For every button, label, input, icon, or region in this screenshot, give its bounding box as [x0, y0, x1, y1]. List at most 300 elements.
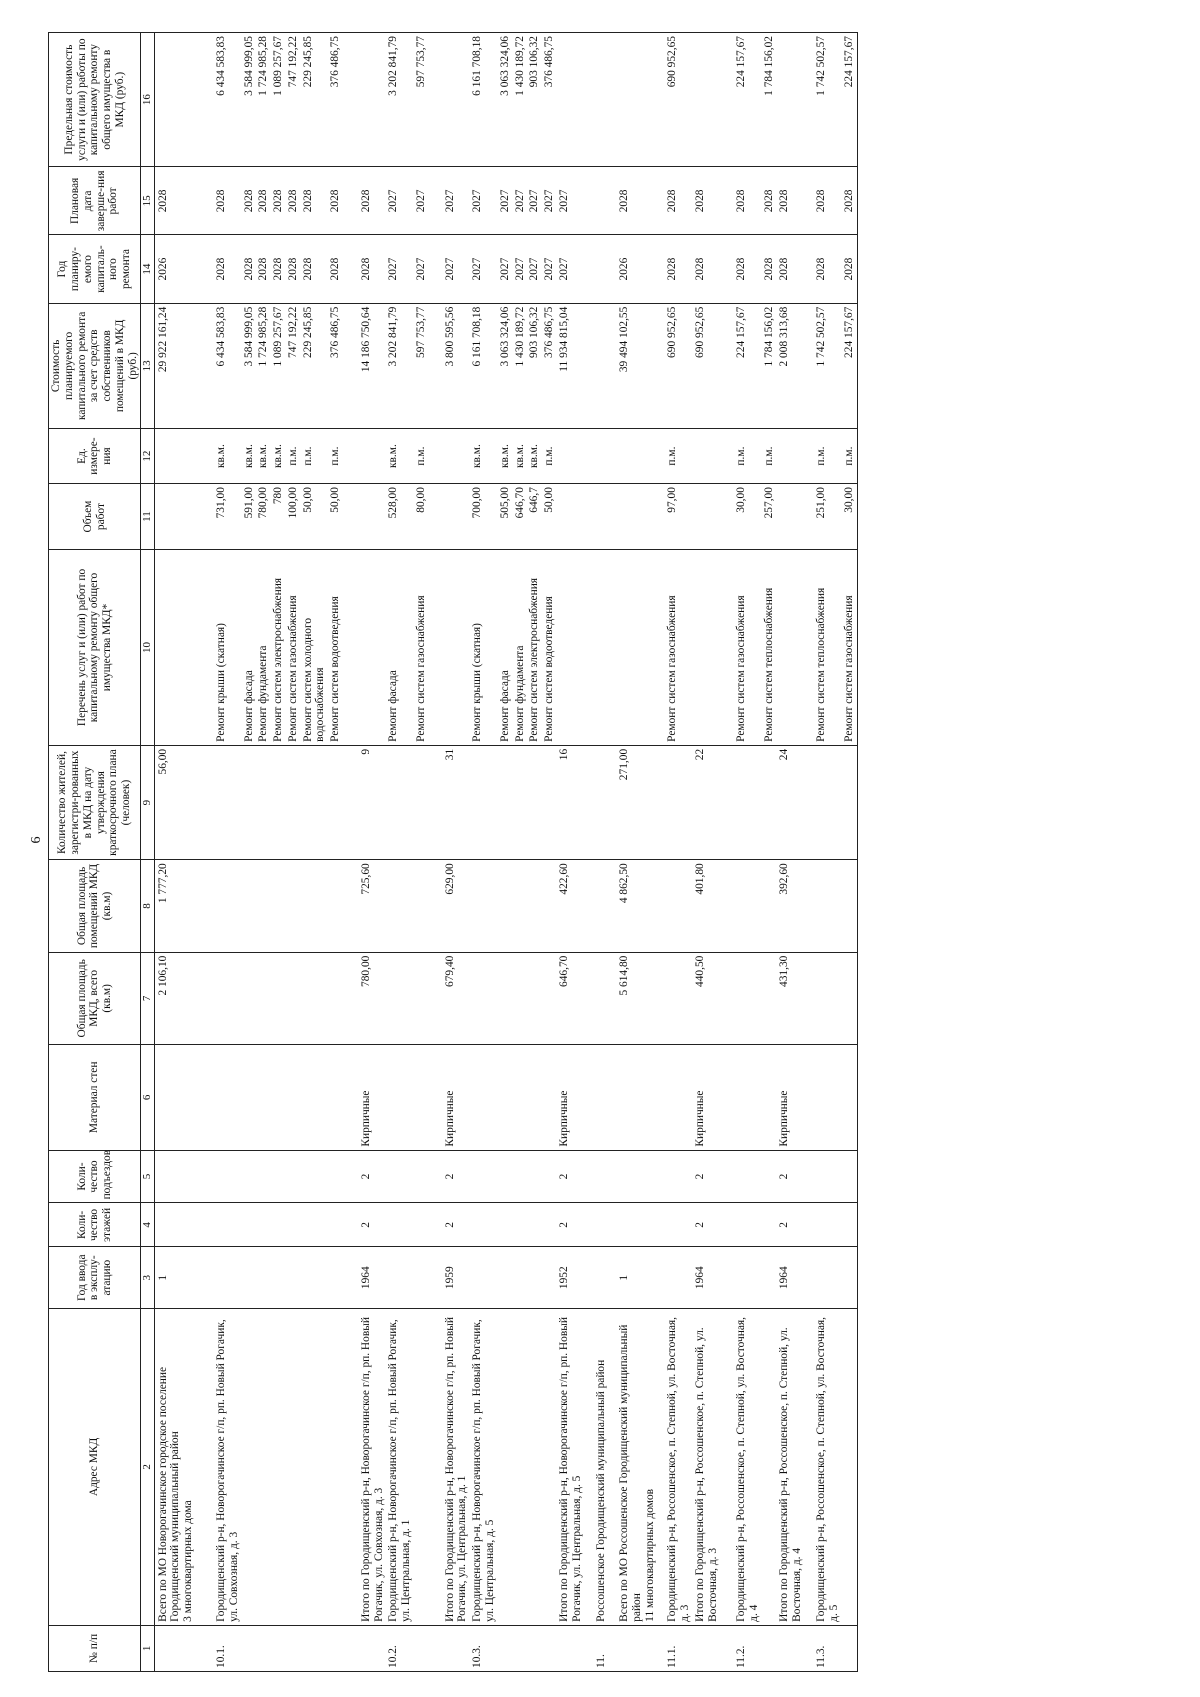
unit-cell: [359, 429, 387, 484]
cost-cell: 3 063 324,06: [498, 303, 513, 428]
address-cell: [242, 1309, 257, 1626]
column-number: 9: [141, 745, 154, 859]
wall-material-cell: [617, 1045, 657, 1151]
residents-cell: [594, 745, 609, 859]
column-number: 2: [141, 1309, 154, 1626]
column-number: 13: [141, 303, 154, 428]
table-row: [328, 33, 343, 1672]
table-body: [154, 33, 857, 1672]
wall-material-cell: [665, 1045, 693, 1151]
work-volume-cell: 257,00: [762, 484, 777, 550]
floors-cell: [256, 1203, 271, 1247]
work-type-cell: Ремонт систем газоснабжения: [665, 550, 693, 746]
work-type-cell: [693, 550, 721, 746]
end-year-cell: 2028: [734, 167, 762, 235]
address-cell: Итого по Городищенский р-н, Новорогачинское г/п, рп. Новый Рогачик, ул. Совхозная, д. 3: [359, 1309, 387, 1626]
address-cell: Городищенский р-н, Новорогачинское г/п, рп. Новый Рогачик, ул. Совхозная, д. 3: [214, 1309, 242, 1626]
unit-cell: кв.м.: [386, 429, 414, 484]
work-volume-cell: [777, 484, 805, 550]
address-cell: Итого по Городищенский р-н, Россошенское, п. Степной, ул. Восточная, д. 3: [693, 1309, 721, 1626]
year-built-cell: [734, 1247, 762, 1309]
work-type-cell: [359, 550, 387, 746]
column-number: 3: [141, 1247, 154, 1309]
address-cell: [498, 1309, 513, 1626]
wall-material-cell: [842, 1045, 857, 1151]
year-built-cell: 1: [154, 1247, 196, 1309]
address-cell: [842, 1309, 857, 1626]
column-number: 6: [141, 1045, 154, 1151]
floors-cell: [665, 1203, 693, 1247]
floors-cell: [414, 1203, 429, 1247]
total-area-cell: [286, 952, 301, 1044]
residents-cell: [414, 745, 429, 859]
total-area-cell: [470, 952, 498, 1044]
premises-area-cell: [301, 860, 329, 952]
work-type-cell: Ремонт фасада: [386, 550, 414, 746]
unit-cell: п.м.: [301, 429, 329, 484]
residents-cell: [665, 745, 693, 859]
work-type-cell: Ремонт фундамента: [256, 550, 271, 746]
row-number: [414, 1625, 429, 1671]
cost-cell: 229 245,85: [301, 303, 329, 428]
floors-cell: [734, 1203, 762, 1247]
total-area-cell: [301, 952, 329, 1044]
work-volume-cell: [594, 484, 609, 550]
entrances-cell: [498, 1150, 513, 1203]
year-built-cell: [498, 1247, 513, 1309]
row-number: 10.1.: [214, 1625, 242, 1671]
table-row: [154, 33, 196, 1672]
end-year-cell: 2028: [777, 167, 805, 235]
floors-cell: [842, 1203, 857, 1247]
residents-cell: [498, 745, 513, 859]
header-cell: № п/п: [49, 1625, 141, 1671]
residents-cell: [271, 745, 286, 859]
year-built-cell: 1: [617, 1247, 657, 1309]
total-area-cell: [527, 952, 542, 1044]
unit-cell: п.м.: [734, 429, 762, 484]
entrances-cell: [617, 1150, 657, 1203]
limit-cost-cell: [617, 33, 657, 167]
column-number: 11: [141, 484, 154, 550]
end-year-cell: [594, 167, 609, 235]
table-row: [256, 33, 271, 1672]
floors-cell: [527, 1203, 542, 1247]
entrances-cell: [762, 1150, 777, 1203]
wall-material-cell: [256, 1045, 271, 1151]
residents-cell: 16: [557, 745, 585, 859]
total-area-cell: [414, 952, 429, 1044]
address-cell: [328, 1309, 343, 1626]
end-year-cell: 2028: [154, 167, 196, 235]
floors-cell: 2: [557, 1203, 585, 1247]
residents-cell: [762, 745, 777, 859]
table-row: [386, 33, 414, 1672]
end-year-cell: 2028: [359, 167, 387, 235]
year-built-cell: [842, 1247, 857, 1309]
wall-material-cell: [527, 1045, 542, 1151]
planned-year-cell: 2028: [762, 235, 777, 303]
wall-material-cell: [762, 1045, 777, 1151]
unit-cell: [594, 429, 609, 484]
cost-cell: 903 106,32: [527, 303, 542, 428]
year-built-cell: 1952: [557, 1247, 585, 1309]
end-year-cell: 2027: [542, 167, 557, 235]
entrances-cell: 2: [359, 1150, 387, 1203]
year-built-cell: 1959: [443, 1247, 471, 1309]
floors-cell: [470, 1203, 498, 1247]
work-type-cell: Ремонт систем электроснабжения: [271, 550, 286, 746]
planned-year-cell: 2028: [286, 235, 301, 303]
table-row: [414, 33, 429, 1672]
year-built-cell: [814, 1247, 842, 1309]
total-area-cell: [762, 952, 777, 1044]
header-cell: Год планиру-емого капиталь-ного ремонта: [49, 235, 141, 303]
entrances-cell: [542, 1150, 557, 1203]
planned-year-cell: 2026: [617, 235, 657, 303]
floors-cell: 2: [443, 1203, 471, 1247]
row-spacer: [609, 33, 617, 1672]
end-year-cell: 2028: [762, 167, 777, 235]
row-number: [498, 1625, 513, 1671]
entrances-cell: [386, 1150, 414, 1203]
work-volume-cell: 700,00: [470, 484, 498, 550]
planned-year-cell: 2027: [470, 235, 498, 303]
row-number: [443, 1625, 471, 1671]
premises-area-cell: [328, 860, 343, 952]
table-row: [470, 33, 498, 1672]
address-cell: [527, 1309, 542, 1626]
residents-cell: [527, 745, 542, 859]
unit-cell: кв.м.: [498, 429, 513, 484]
address-cell: Всего по МО Россошенское Городищенский муниципальный район 11 многоквартирных домов: [617, 1309, 657, 1626]
work-type-cell: Ремонт систем холодного водоснабжения: [301, 550, 329, 746]
limit-cost-cell: 229 245,85: [301, 33, 329, 167]
premises-area-cell: [286, 860, 301, 952]
planned-year-cell: 2028: [328, 235, 343, 303]
row-number: [301, 1625, 329, 1671]
end-year-cell: 2027: [557, 167, 585, 235]
limit-cost-cell: 1 430 189,72: [513, 33, 528, 167]
wall-material-cell: [498, 1045, 513, 1151]
table-row: [443, 33, 471, 1672]
entrances-cell: [734, 1150, 762, 1203]
cost-cell: 6 434 583,83: [214, 303, 242, 428]
work-volume-cell: 50,00: [301, 484, 329, 550]
address-cell: [414, 1309, 429, 1626]
planned-year-cell: 2027: [498, 235, 513, 303]
year-built-cell: 1964: [359, 1247, 387, 1309]
entrances-cell: [328, 1150, 343, 1203]
address-cell: Всего по МО Новорогачинское городское поселение Городищенский муниципальный район 3 многоквартирных дома: [154, 1309, 196, 1626]
end-year-cell: 2027: [498, 167, 513, 235]
entrances-cell: 2: [443, 1150, 471, 1203]
row-number: [617, 1625, 657, 1671]
end-year-cell: 2027: [386, 167, 414, 235]
work-type-cell: Ремонт систем газоснабжения: [286, 550, 301, 746]
work-volume-cell: [557, 484, 585, 550]
address-cell: Городищенский р-н, Новорогачинское г/п, рп. Новый Рогачик, ул. Центральная, д. 5: [470, 1309, 498, 1626]
limit-cost-cell: 6 434 583,83: [214, 33, 242, 167]
unit-cell: [617, 429, 657, 484]
limit-cost-cell: 1 742 502,57: [814, 33, 842, 167]
floors-cell: [214, 1203, 242, 1247]
premises-area-cell: [542, 860, 557, 952]
header-cell: Плановая дата заверше-ния работ: [49, 167, 141, 235]
entrances-cell: [256, 1150, 271, 1203]
year-built-cell: [470, 1247, 498, 1309]
wall-material-cell: [734, 1045, 762, 1151]
floors-cell: [286, 1203, 301, 1247]
floors-cell: [271, 1203, 286, 1247]
unit-cell: кв.м.: [527, 429, 542, 484]
limit-cost-cell: [557, 33, 585, 167]
work-type-cell: [777, 550, 805, 746]
limit-cost-cell: 3 202 841,79: [386, 33, 414, 167]
unit-cell: п.м.: [542, 429, 557, 484]
total-area-cell: [542, 952, 557, 1044]
table-row: [734, 33, 762, 1672]
entrances-cell: [842, 1150, 857, 1203]
work-volume-cell: 251,00: [814, 484, 842, 550]
work-type-cell: Ремонт крыши (скатная): [214, 550, 242, 746]
floors-cell: [498, 1203, 513, 1247]
year-built-cell: [301, 1247, 329, 1309]
row-number: [513, 1625, 528, 1671]
end-year-cell: 2027: [443, 167, 471, 235]
limit-cost-cell: [154, 33, 196, 167]
row-number: 10.3.: [470, 1625, 498, 1671]
work-volume-cell: 646,7: [527, 484, 542, 550]
planned-year-cell: 2027: [542, 235, 557, 303]
work-volume-cell: 50,00: [542, 484, 557, 550]
table-row: [617, 33, 657, 1672]
planned-year-cell: 2027: [527, 235, 542, 303]
work-volume-cell: 780: [271, 484, 286, 550]
limit-cost-cell: 224 157,67: [734, 33, 762, 167]
premises-area-cell: 422,60: [557, 860, 585, 952]
header-cell: Год ввода в эксплу-атацию: [49, 1247, 141, 1309]
address-cell: Городищенский р-н, Россошенское, п. Степной, ул. Восточная, д. 5: [814, 1309, 842, 1626]
floors-cell: [542, 1203, 557, 1247]
table-row: [527, 33, 542, 1672]
row-number: [242, 1625, 257, 1671]
planned-year-cell: 2028: [777, 235, 805, 303]
column-number: 12: [141, 429, 154, 484]
unit-cell: [557, 429, 585, 484]
work-type-cell: Ремонт систем теплоснабжения: [762, 550, 777, 746]
floors-cell: [386, 1203, 414, 1247]
year-built-cell: [271, 1247, 286, 1309]
end-year-cell: 2028: [617, 167, 657, 235]
floors-cell: [328, 1203, 343, 1247]
end-year-cell: 2028: [256, 167, 271, 235]
work-type-cell: Ремонт фундамента: [513, 550, 528, 746]
entrances-cell: [286, 1150, 301, 1203]
floors-cell: 2: [359, 1203, 387, 1247]
residents-cell: [842, 745, 857, 859]
year-built-cell: [527, 1247, 542, 1309]
end-year-cell: 2027: [414, 167, 429, 235]
limit-cost-cell: 1 784 156,02: [762, 33, 777, 167]
year-built-cell: [542, 1247, 557, 1309]
entrances-cell: 2: [557, 1150, 585, 1203]
premises-area-cell: 629,00: [443, 860, 471, 952]
cost-cell: 39 494 102,55: [617, 303, 657, 428]
header-cell: Общая площадь помещений МКД (кв.м): [49, 860, 141, 952]
total-area-cell: [665, 952, 693, 1044]
wall-material-cell: [814, 1045, 842, 1151]
header-cell: Предельная стоимость услуги и (или) работы по капитальному ремонту общего имущества в МКД (руб.): [49, 33, 141, 167]
work-type-cell: [617, 550, 657, 746]
work-volume-cell: [154, 484, 196, 550]
total-area-cell: [256, 952, 271, 1044]
residents-cell: [513, 745, 528, 859]
work-type-cell: [557, 550, 585, 746]
total-area-cell: [814, 952, 842, 1044]
limit-cost-cell: 376 486,75: [542, 33, 557, 167]
unit-cell: п.м.: [762, 429, 777, 484]
row-number: [271, 1625, 286, 1671]
entrances-cell: 2: [777, 1150, 805, 1203]
limit-cost-cell: 690 952,65: [665, 33, 693, 167]
residents-cell: 271,00: [617, 745, 657, 859]
cost-cell: 11 934 815,04: [557, 303, 585, 428]
row-spacer: [720, 33, 734, 1672]
premises-area-cell: 725,60: [359, 860, 387, 952]
unit-cell: п.м.: [665, 429, 693, 484]
total-area-cell: 646,70: [557, 952, 585, 1044]
end-year-cell: 2028: [301, 167, 329, 235]
premises-area-cell: [271, 860, 286, 952]
residents-cell: [214, 745, 242, 859]
cost-cell: 29 922 161,24: [154, 303, 196, 428]
premises-area-cell: 4 862,50: [617, 860, 657, 952]
table-row: [542, 33, 557, 1672]
unit-cell: кв.м.: [256, 429, 271, 484]
floors-cell: [594, 1203, 609, 1247]
residents-cell: [386, 745, 414, 859]
row-spacer: [584, 33, 594, 1672]
premises-area-cell: [527, 860, 542, 952]
year-built-cell: [214, 1247, 242, 1309]
planned-year-cell: 2028: [214, 235, 242, 303]
planned-year-cell: 2028: [814, 235, 842, 303]
floors-cell: [513, 1203, 528, 1247]
year-built-cell: [286, 1247, 301, 1309]
cost-cell: 3 800 595,56: [443, 303, 471, 428]
limit-cost-cell: 3 063 324,06: [498, 33, 513, 167]
row-number: [527, 1625, 542, 1671]
entrances-cell: 2: [693, 1150, 721, 1203]
residents-cell: 24: [777, 745, 805, 859]
table-row: [359, 33, 387, 1672]
row-number: [842, 1625, 857, 1671]
end-year-cell: 2028: [328, 167, 343, 235]
limit-cost-cell: 3 584 999,05: [242, 33, 257, 167]
total-area-cell: [328, 952, 343, 1044]
end-year-cell: 2028: [693, 167, 721, 235]
cost-cell: 690 952,65: [693, 303, 721, 428]
work-type-cell: [443, 550, 471, 746]
total-area-cell: 5 614,80: [617, 952, 657, 1044]
unit-cell: п.м.: [286, 429, 301, 484]
limit-cost-cell: 1 089 257,67: [271, 33, 286, 167]
header-cell: Объем работ: [49, 484, 141, 550]
table-row: [498, 33, 513, 1672]
limit-cost-cell: [693, 33, 721, 167]
year-built-cell: [256, 1247, 271, 1309]
work-type-cell: [154, 550, 196, 746]
address-cell: Итого по Городищенский р-н, Новорогачинское г/п, рп. Новый Рогачик, ул. Центральная, д. 1: [443, 1309, 471, 1626]
premises-area-cell: [762, 860, 777, 952]
year-built-cell: [594, 1247, 609, 1309]
year-built-cell: 1964: [693, 1247, 721, 1309]
entrances-cell: [594, 1150, 609, 1203]
column-number: 4: [141, 1203, 154, 1247]
work-volume-cell: 505,00: [498, 484, 513, 550]
wall-material-cell: [328, 1045, 343, 1151]
row-spacer: [343, 33, 359, 1672]
limit-cost-cell: [359, 33, 387, 167]
wall-material-cell: [414, 1045, 429, 1151]
planned-year-cell: 2028: [842, 235, 857, 303]
planned-year-cell: 2028: [301, 235, 329, 303]
work-volume-cell: [693, 484, 721, 550]
work-volume-cell: 80,00: [414, 484, 429, 550]
unit-cell: п.м.: [842, 429, 857, 484]
entrances-cell: [527, 1150, 542, 1203]
wall-material-cell: [386, 1045, 414, 1151]
row-number: [557, 1625, 585, 1671]
entrances-cell: [154, 1150, 196, 1203]
header-cell: Перечень услуг и (или) работ по капитальному ремонту общего имущества МКД*: [49, 550, 141, 746]
work-volume-cell: 100,00: [286, 484, 301, 550]
premises-area-cell: [842, 860, 857, 952]
entrances-cell: [470, 1150, 498, 1203]
table-row: [814, 33, 842, 1672]
address-cell: [513, 1309, 528, 1626]
cost-cell: 224 157,67: [734, 303, 762, 428]
cost-cell: 6 161 708,18: [470, 303, 498, 428]
work-volume-cell: [443, 484, 471, 550]
total-area-cell: 780,00: [359, 952, 387, 1044]
planned-year-cell: 2028: [734, 235, 762, 303]
residents-cell: [286, 745, 301, 859]
total-area-cell: [242, 952, 257, 1044]
residents-cell: 9: [359, 745, 387, 859]
work-type-cell: Ремонт фасада: [498, 550, 513, 746]
cost-cell: 597 753,77: [414, 303, 429, 428]
planned-year-cell: 2027: [513, 235, 528, 303]
table-row: [214, 33, 242, 1672]
unit-cell: кв.м.: [513, 429, 528, 484]
work-volume-cell: [359, 484, 387, 550]
table-row: [842, 33, 857, 1672]
residents-cell: [542, 745, 557, 859]
residents-cell: 31: [443, 745, 471, 859]
floors-cell: [154, 1203, 196, 1247]
work-type-cell: Ремонт фасада: [242, 550, 257, 746]
floors-cell: 2: [693, 1203, 721, 1247]
premises-area-cell: [214, 860, 242, 952]
total-area-cell: 679,40: [443, 952, 471, 1044]
cost-cell: 1 784 156,02: [762, 303, 777, 428]
table-row: [693, 33, 721, 1672]
wall-material-cell: Кирпичные: [693, 1045, 721, 1151]
table-row: [242, 33, 257, 1672]
end-year-cell: 2027: [470, 167, 498, 235]
